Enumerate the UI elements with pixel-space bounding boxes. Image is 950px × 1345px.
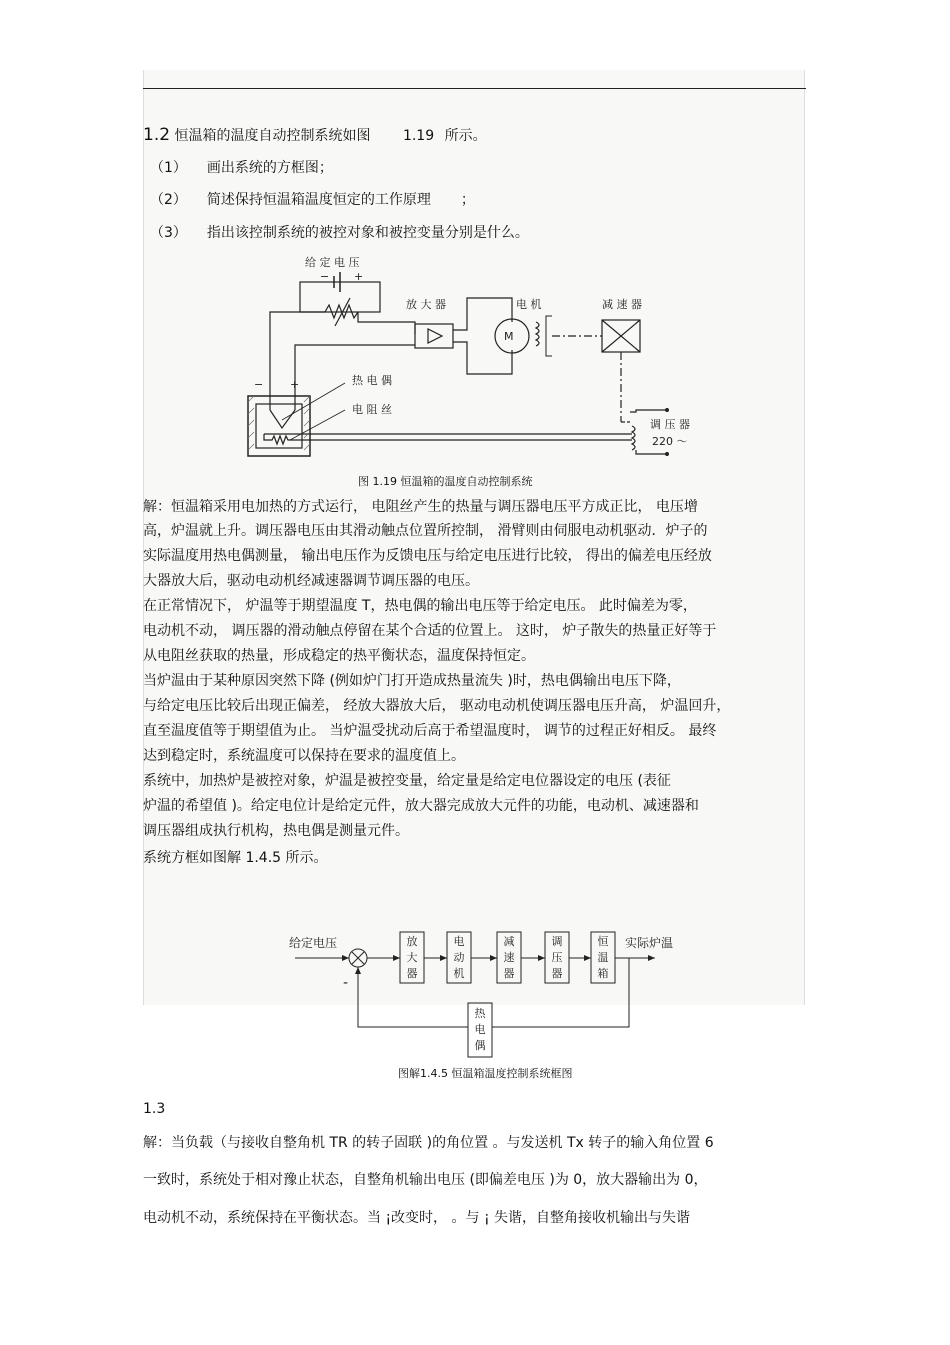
thermostat-schematic [240,250,710,465]
solution-line: 直至温度值等于期望值为止。 当炉温受扰动后高于希望温度时， 调节的过程正好相反。 最终 [143,723,717,739]
solution-line: 解：恒温箱采用电加热的方式运行， 电阻丝产生的热量与调压器电压平方成正比， 电压增 [143,499,698,515]
solution-line: 系统方框如图解 1.4.5 所示。 [143,850,328,866]
solution-line: 炉温的希望值 )。给定电位计是给定元件，放大器完成放大元件的功能，电动机、减速器和 [143,798,699,814]
given-voltage-label: 给 定 电 压 [305,256,360,269]
figure-1-caption: 图 1.19 恒温箱的温度自动控制系统 [358,475,533,488]
amplifier-label: 放 大 器 [406,298,446,311]
output-label: 实际炉温 [625,936,674,950]
question-tail: ； [460,192,475,208]
regulator-coil [632,426,635,450]
block-label: 放大器 [406,935,418,980]
motor-winding [536,322,539,346]
tail-line: 解：当负载（与接收自整角机 TR 的转子固联 )的角位置 。与发送机 Tx 转子的输入角位置 6 [143,1135,714,1151]
oven-box [248,396,310,456]
heading-tail: 所示。 [444,128,487,144]
tail-line: 电动机不动，系统保持在平衡状态。当 ¡改变时， 。与 ¡ 失谐，自整角接收机输出与失谐 [143,1210,691,1226]
minus-sign: − [320,270,330,283]
section-number: 1.3 [143,1101,166,1117]
terminal-dot [665,452,669,456]
question-number: （2） [150,192,187,208]
solution-line: 从电阻丝获取的热量，形成稳定的热平衡状态，温度保持恒定。 [143,648,535,664]
header-rule [143,88,806,89]
amplifier-block [415,324,453,348]
problem-number: 1.2 [143,125,171,145]
problem-text: 恒温箱的温度自动控制系统如图 [174,128,371,144]
solution-line: 与给定电压比较后出现正偏差， 经放大器放大后， 驱动电动机使调压器电压升高， 炉温回升， [143,698,731,714]
solution-line: 达到稳定时，系统温度可以保持在要求的温度值上。 [143,748,465,764]
question-text: 简述保持恒温箱温度恒定的工作原理 [206,192,431,208]
solution-line: 电动机不动， 调压器的滑动触点停留在某个合适的位置上。 这时， 炉子散失的热量正好等于 [143,623,717,639]
thermocouple-label: 热 电 偶 [352,374,392,387]
question-number: （1） [150,160,187,176]
regulator-label: 调 压 器 [650,418,690,431]
question-1 [150,159,333,177]
plus-sign: + [290,378,300,391]
block-label: 电动机 [453,935,465,980]
amplifier-triangle-icon [428,329,442,343]
plus-sign: + [354,270,364,283]
question-text: 画出系统的方框图； [206,160,333,176]
solution-line: 高，炉温就上升。调压器电压由其滑动触点位置所控制， 滑臂则由伺服电动机驱动．炉子的 [143,523,708,539]
question-3 [150,224,529,242]
figure-2-caption: 图解1.4.5 恒温箱温度控制系统框图 [398,1067,573,1080]
question-text: 指出该控制系统的被控对象和被控变量分别是什么。 [206,225,529,241]
question-number: （3） [150,225,187,241]
block-diagram [285,925,695,1065]
block-label: 调压器 [551,935,563,980]
resistor-wire-label: 电 阻 丝 [352,403,392,416]
supply-label: 220 ～ [652,435,688,448]
motor-label: 电 机 [516,298,542,311]
feedback-label: 热电偶 [474,1007,486,1052]
block-label: 减速器 [503,935,515,980]
solution-line: 在正常情况下， 炉温等于期望温度 T，热电偶的输出电压等于给定电压。 此时偏差为零， [143,598,697,614]
thermocouple-probe [270,410,295,428]
input-label: 给定电压 [289,936,338,950]
minus-sign: - [343,975,349,991]
motor-symbol: M [504,330,514,343]
tail-line: 一致时，系统处于相对豫止状态，自整角机输出电压 (即偏差电压 )为 0，放大器输出为 0， [143,1172,708,1188]
solution-line: 实际温度用热电偶测量， 输出电压作为反馈电压与给定电压进行比较， 得出的偏差电压经放 [143,548,712,564]
block-label: 恒温箱 [597,935,609,980]
minus-sign: − [254,378,264,391]
solution-line: 当炉温由于某种原因突然下降 (例如炉门打开造成热量流失 )时，热电偶输出电压下降， [143,673,681,689]
figure-ref: 1.19 [402,128,435,144]
reducer-label: 减 速 器 [602,298,642,311]
question-2 [150,191,475,209]
problem-heading [143,126,487,145]
solution-line: 大器放大后，驱动电动机经减速器调节调压器的电压。 [143,573,479,589]
terminal-dot [665,408,669,412]
solution-line: 系统中，加热炉是被控对象，炉温是被控变量，给定量是给定电位器设定的电压 (表征 [143,773,671,789]
solution-line: 调压器组成执行机构，热电偶是测量元件。 [143,823,409,839]
